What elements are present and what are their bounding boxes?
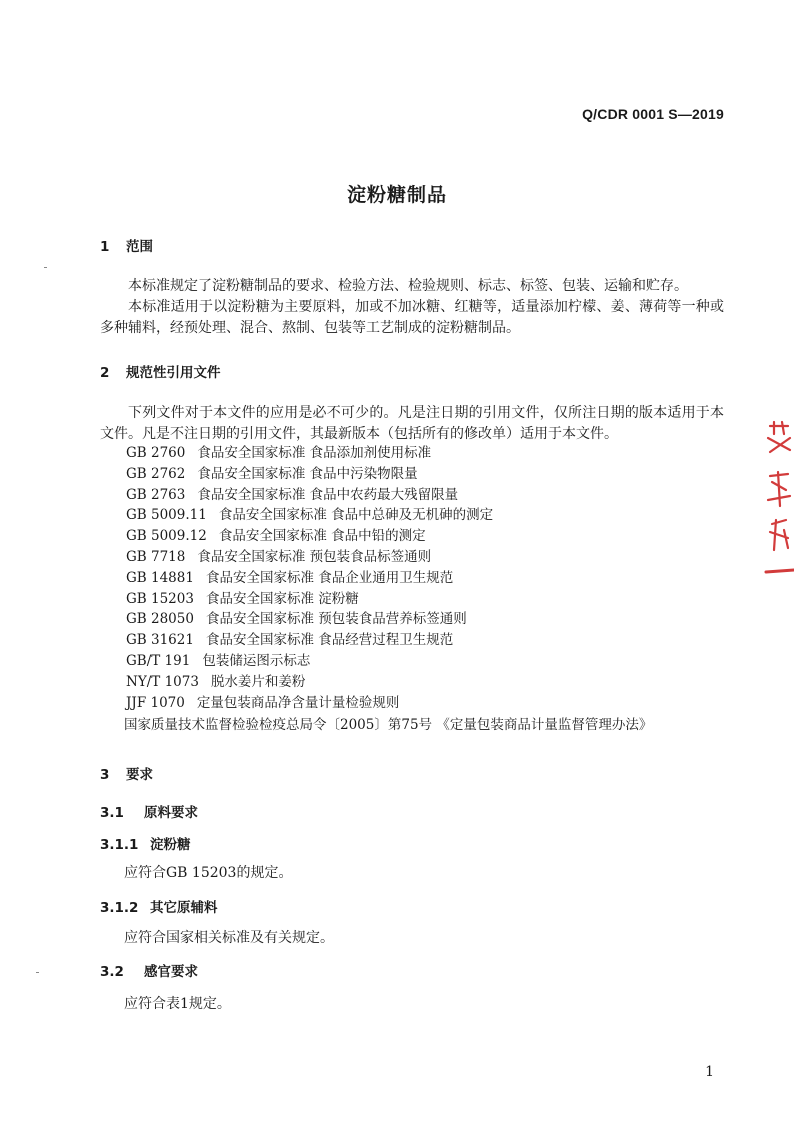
section-title: 要求 — [126, 767, 153, 783]
document-title: 淀粉糖制品 — [346, 184, 447, 206]
section-number: 3.1 — [100, 805, 124, 821]
reference-title: 包装储运图示标志 — [202, 652, 311, 669]
reference-code: GB 15203 — [126, 590, 194, 607]
reference-code: GB 2760 — [126, 445, 186, 461]
reference-code: GB 5009.12 — [126, 528, 207, 545]
reference-code: GB 14881 — [126, 569, 194, 586]
reference-item — [126, 630, 493, 651]
section-number: 1 — [100, 239, 110, 255]
reference-item — [126, 464, 493, 485]
reference-item — [126, 443, 493, 464]
scan-mark — [36, 972, 39, 973]
reference-title: 定量包装商品净含量计量检验规则 — [196, 694, 400, 711]
section-3-1-2-body: 应符合国家相关标准及有关规定。 — [124, 930, 334, 946]
page-number: 1 — [705, 1064, 714, 1080]
section-title: 原料要求 — [144, 805, 198, 821]
reference-title: 食品安全国家标准 预包装食品营养标签通则 — [205, 611, 467, 628]
reference-item — [126, 568, 493, 589]
reference-title: 食品安全国家标准 食品中总砷及无机砷的测定 — [218, 507, 494, 524]
section-title: 淀粉糖 — [150, 837, 191, 853]
section-number: 3.2 — [100, 964, 124, 980]
reference-code: GB 31621 — [126, 632, 194, 649]
section-1-heading — [100, 235, 153, 255]
section-number: 3.1.2 — [100, 900, 139, 916]
section-3-1-2-heading — [100, 896, 218, 916]
reference-item — [126, 609, 493, 630]
reference-list — [126, 443, 493, 713]
reference-code: GB 28050 — [126, 611, 194, 628]
scope-paragraph-1: 本标准规定了淀粉糖制品的要求、检验方法、检验规则、标志、标签、包装、运输和贮存。 — [128, 278, 688, 294]
reference-title: 食品安全国家标准 食品中污染物限量 — [197, 465, 418, 482]
reference-title: 食品安全国家标准 预包装食品标签通则 — [197, 548, 432, 565]
seal-stamp-fragment — [764, 420, 794, 580]
section-title: 感官要求 — [144, 964, 198, 980]
reference-code: JJF 1070 — [126, 694, 185, 711]
reference-code: GB 2763 — [126, 486, 186, 503]
reference-code: NY/T 1073 — [126, 673, 199, 690]
reference-item — [126, 693, 493, 714]
section-number: 3 — [100, 767, 110, 783]
section-title: 其它原辅料 — [150, 900, 218, 916]
reference-title: 食品安全国家标准 淀粉糖 — [205, 590, 359, 607]
section-3-1-heading — [100, 801, 198, 821]
reference-code: GB 2762 — [126, 465, 186, 482]
reference-title: 食品安全国家标准 食品经营过程卫生规范 — [205, 632, 454, 649]
section-2-heading — [100, 361, 221, 381]
scope-paragraph-2: 本标准适用于以淀粉糖为主要原料，加或不加冰糖、红糖等，适量添加柠檬、姜、薄荷等一种或多种辅料，经预处理、混合、熬制、包装等工艺制成的淀粉糖制品。 — [100, 299, 724, 336]
references-intro: 下列文件对于本文件的应用是必不可少的。凡是注日期的引用文件，仅所注日期的版本适用于本文件。凡是不注日期的引用文件，其最新版本（包括所有的修改单）适用于本文件。 — [100, 405, 724, 442]
reference-item — [126, 505, 493, 526]
reference-title: 食品安全国家标准 食品添加剂使用标准 — [197, 445, 432, 461]
reference-item — [126, 651, 493, 672]
reference-title: 食品安全国家标准 食品企业通用卫生规范 — [205, 569, 454, 586]
reference-code: GB/T 191 — [126, 652, 191, 669]
reference-item — [126, 485, 493, 506]
reference-item — [126, 672, 493, 693]
reference-code: GB 5009.11 — [126, 507, 207, 524]
reference-item — [126, 526, 493, 547]
scan-mark — [44, 267, 47, 268]
document-code: Q/CDR 0001 S—2019 — [582, 106, 724, 122]
reference-code: GB 7718 — [126, 548, 186, 565]
section-3-2-body: 应符合表1规定。 — [124, 996, 231, 1012]
reference-item — [126, 547, 493, 568]
reference-title: 脱水姜片和姜粉 — [210, 673, 306, 690]
decree-reference: 国家质量技术监督检验检疫总局令〔2005〕第75号 《定量包装商品计量监督管理办法》 — [124, 717, 653, 733]
section-number: 2 — [100, 365, 110, 381]
reference-title: 食品安全国家标准 食品中铅的测定 — [218, 528, 426, 545]
section-3-heading — [100, 763, 153, 783]
reference-title: 食品安全国家标准 食品中农药最大残留限量 — [197, 486, 459, 503]
reference-item — [126, 589, 493, 610]
section-title: 范围 — [126, 239, 153, 255]
section-3-1-1-heading — [100, 833, 191, 853]
section-title: 规范性引用文件 — [126, 365, 221, 381]
section-3-1-1-body: 应符合GB 15203的规定。 — [124, 865, 293, 881]
section-3-2-heading — [100, 960, 198, 980]
section-number: 3.1.1 — [100, 837, 139, 853]
